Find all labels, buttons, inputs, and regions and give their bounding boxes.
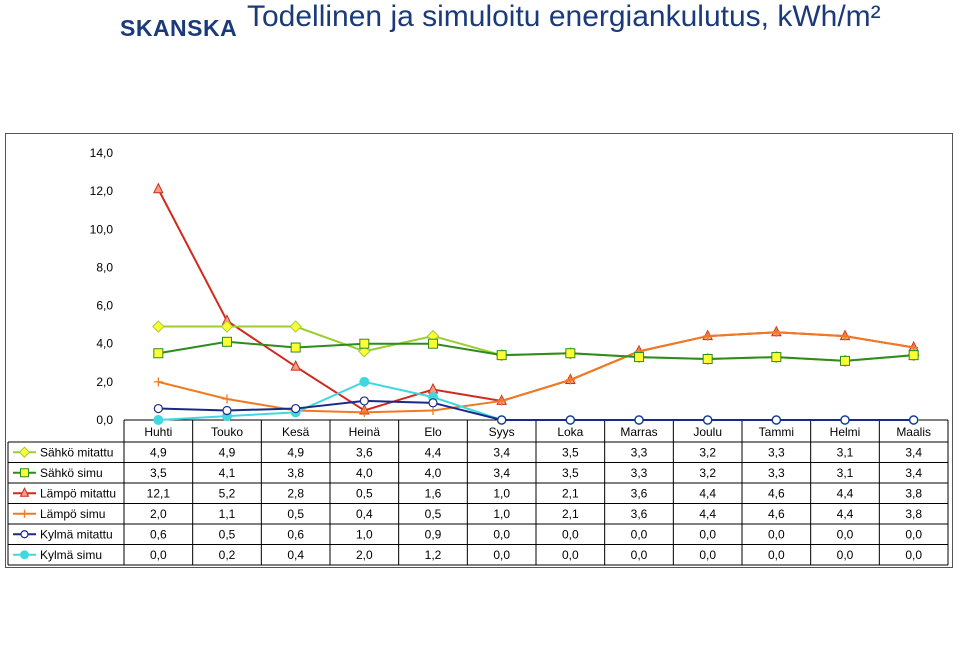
data-value-label: 3,4 bbox=[493, 465, 511, 480]
data-value-label: 3,2 bbox=[699, 445, 717, 460]
data-point bbox=[154, 405, 162, 413]
series-line bbox=[158, 332, 913, 412]
data-value-label: 2,1 bbox=[561, 486, 579, 501]
y-tick-label: 12,0 bbox=[89, 184, 113, 199]
legend-label: Kylmä simu bbox=[40, 547, 103, 562]
data-value-label: 0,0 bbox=[493, 527, 511, 542]
x-category-label: Syys bbox=[488, 425, 515, 439]
data-point bbox=[703, 354, 712, 363]
data-point bbox=[429, 384, 438, 393]
data-value-label: 2,0 bbox=[149, 506, 167, 521]
data-point bbox=[154, 184, 163, 193]
data-table bbox=[13, 425, 931, 562]
x-category-label: Marras bbox=[620, 425, 658, 439]
legend-label: Sähkö simu bbox=[40, 465, 103, 480]
legend-key-marker bbox=[21, 531, 28, 538]
data-value-label: 0,5 bbox=[424, 506, 442, 521]
data-value-label: 3,4 bbox=[905, 445, 923, 460]
data-value-label: 3,6 bbox=[355, 445, 373, 460]
legend-label: Lämpö mitattu bbox=[40, 486, 117, 501]
data-point bbox=[910, 416, 918, 424]
data-value-label: 0,0 bbox=[767, 547, 785, 562]
data-value-label: 0,0 bbox=[836, 527, 854, 542]
data-point bbox=[704, 416, 712, 424]
data-point bbox=[223, 337, 232, 346]
data-value-label: 4,4 bbox=[699, 486, 717, 501]
x-category-label: Helmi bbox=[829, 425, 861, 439]
data-value-label: 1,6 bbox=[424, 486, 442, 501]
data-value-label: 0,6 bbox=[287, 527, 305, 542]
data-value-label: 1,2 bbox=[424, 547, 442, 562]
x-category-label: Touko bbox=[210, 425, 244, 439]
data-value-label: 4,4 bbox=[699, 506, 717, 521]
data-point bbox=[223, 395, 232, 404]
data-value-label: 0,9 bbox=[424, 527, 442, 542]
data-value-label: 12,1 bbox=[146, 486, 171, 501]
data-point bbox=[360, 339, 369, 348]
data-value-label: 3,1 bbox=[836, 445, 854, 460]
data-point bbox=[223, 406, 231, 414]
data-value-label: 3,8 bbox=[905, 506, 923, 521]
data-point bbox=[429, 339, 438, 348]
y-tick-label: 6,0 bbox=[96, 298, 113, 313]
data-point bbox=[291, 343, 300, 352]
data-value-label: 0,0 bbox=[767, 527, 785, 542]
data-point bbox=[497, 351, 506, 360]
data-point bbox=[909, 351, 918, 360]
x-category-label: Maalis bbox=[896, 425, 932, 439]
data-value-label: 0,0 bbox=[493, 547, 511, 562]
data-value-label: 3,5 bbox=[561, 445, 579, 460]
data-value-label: 0,0 bbox=[905, 547, 923, 562]
legend-key-marker bbox=[20, 447, 30, 457]
data-point bbox=[154, 377, 163, 386]
y-tick-label: 4,0 bbox=[96, 336, 113, 351]
data-value-label: 0,2 bbox=[218, 547, 236, 562]
data-point bbox=[360, 377, 369, 386]
series-lines bbox=[153, 184, 919, 425]
legend-label: Kylmä mitattu bbox=[40, 527, 113, 542]
legend-key-marker bbox=[21, 469, 29, 477]
x-category-label: Kesä bbox=[281, 425, 310, 439]
data-point bbox=[841, 416, 849, 424]
legend-label: Lämpö simu bbox=[40, 506, 106, 521]
data-value-label: 0,0 bbox=[836, 547, 854, 562]
y-tick-label: 8,0 bbox=[96, 260, 113, 275]
data-point bbox=[772, 416, 780, 424]
data-value-label: 4,9 bbox=[149, 445, 167, 460]
data-value-label: 4,9 bbox=[218, 445, 236, 460]
series-line bbox=[158, 327, 913, 361]
x-category-label: Elo bbox=[424, 425, 442, 439]
data-value-label: 3,5 bbox=[149, 465, 167, 480]
data-value-label: 3,3 bbox=[767, 445, 785, 460]
data-point bbox=[498, 416, 506, 424]
data-value-label: 4,0 bbox=[355, 465, 373, 480]
data-value-label: 3,2 bbox=[699, 465, 717, 480]
data-value-label: 0,0 bbox=[630, 547, 648, 562]
data-point bbox=[635, 416, 643, 424]
data-value-label: 0,0 bbox=[630, 527, 648, 542]
data-value-label: 3,6 bbox=[630, 506, 648, 521]
data-value-label: 0,6 bbox=[149, 527, 167, 542]
data-point bbox=[154, 416, 163, 425]
y-tick-label: 2,0 bbox=[96, 374, 113, 389]
y-axis-ticks bbox=[90, 146, 114, 427]
data-value-label: 0,0 bbox=[699, 527, 717, 542]
data-point bbox=[154, 349, 163, 358]
data-value-label: 0,0 bbox=[561, 547, 579, 562]
data-value-label: 3,3 bbox=[630, 445, 648, 460]
data-value-label: 3,8 bbox=[905, 486, 923, 501]
data-value-label: 1,0 bbox=[493, 486, 511, 501]
page-title: Todellinen ja simuloitu energiankulutus, kWh/m² bbox=[247, 0, 881, 33]
series-line bbox=[158, 382, 913, 420]
data-value-label: 2,0 bbox=[355, 547, 373, 562]
data-value-label: 2,1 bbox=[561, 506, 579, 521]
data-value-label: 4,4 bbox=[836, 506, 854, 521]
data-value-label: 3,4 bbox=[493, 445, 511, 460]
data-point bbox=[635, 353, 644, 362]
data-point bbox=[566, 349, 575, 358]
data-point bbox=[429, 399, 437, 407]
data-value-label: 5,2 bbox=[218, 486, 236, 501]
data-value-label: 0,0 bbox=[699, 547, 717, 562]
data-point bbox=[566, 416, 574, 424]
data-value-label: 3,3 bbox=[767, 465, 785, 480]
data-value-label: 0,4 bbox=[355, 506, 373, 521]
data-value-label: 0,0 bbox=[149, 547, 167, 562]
data-point bbox=[292, 405, 300, 413]
data-value-label: 4,4 bbox=[836, 486, 854, 501]
y-tick-label: 10,0 bbox=[89, 222, 113, 237]
data-value-label: 4,4 bbox=[424, 445, 442, 460]
data-value-label: 2,8 bbox=[287, 486, 305, 501]
data-value-label: 3,4 bbox=[905, 465, 923, 480]
data-value-label: 4,1 bbox=[218, 465, 236, 480]
data-point bbox=[360, 397, 368, 405]
y-tick-label: 14,0 bbox=[89, 146, 113, 160]
data-value-label: 3,1 bbox=[836, 465, 854, 480]
legend-key-marker bbox=[21, 551, 29, 559]
data-value-label: 1,1 bbox=[218, 506, 236, 521]
series-line bbox=[158, 401, 913, 420]
data-point bbox=[841, 356, 850, 365]
data-point bbox=[290, 321, 301, 332]
x-category-label: Loka bbox=[557, 425, 584, 439]
data-value-label: 1,0 bbox=[355, 527, 373, 542]
data-value-label: 0,4 bbox=[287, 547, 305, 562]
series-line bbox=[158, 189, 913, 410]
data-value-label: 0,5 bbox=[218, 527, 236, 542]
legend-label: Sähkö mitattu bbox=[40, 445, 114, 460]
data-value-label: 0,5 bbox=[355, 486, 373, 501]
data-value-label: 4,6 bbox=[767, 506, 785, 521]
data-point bbox=[153, 321, 164, 332]
data-value-label: 3,3 bbox=[630, 465, 648, 480]
data-value-label: 4,6 bbox=[767, 486, 785, 501]
data-value-label: 3,5 bbox=[561, 465, 579, 480]
x-category-label: Tammi bbox=[758, 425, 795, 439]
data-value-label: 0,0 bbox=[905, 527, 923, 542]
x-category-label: Joulu bbox=[693, 425, 723, 439]
legend-key-marker bbox=[21, 510, 29, 518]
y-tick-label: 0,0 bbox=[96, 413, 113, 427]
data-value-label: 4,0 bbox=[424, 465, 442, 480]
data-value-label: 0,5 bbox=[287, 506, 305, 521]
data-point bbox=[772, 353, 781, 362]
data-value-label: 3,8 bbox=[287, 465, 305, 480]
data-value-label: 1,0 bbox=[493, 506, 511, 521]
x-category-label: Heinä bbox=[348, 425, 381, 439]
data-value-label: 0,0 bbox=[561, 527, 579, 542]
data-value-label: 3,6 bbox=[630, 486, 648, 501]
skanska-logo: SKANSKA bbox=[120, 15, 238, 41]
data-value-label: 4,9 bbox=[287, 445, 305, 460]
x-category-label: Huhti bbox=[144, 425, 173, 439]
